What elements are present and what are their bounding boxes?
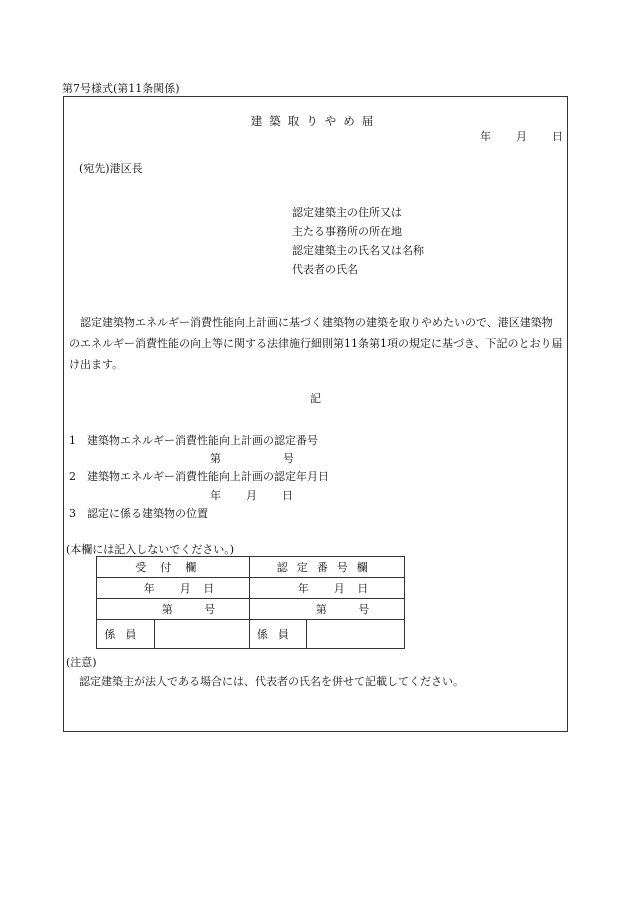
reception-day: 日 [203,582,215,595]
ki-heading: 記 [310,392,321,405]
office-use-note: (本欄には記入しないでください。) [66,543,235,556]
reception-staff-label: 係員 [97,620,155,649]
reception-go: 号 [204,603,216,616]
certification-date-cell [249,578,405,599]
item-1-go: 号 [283,452,294,465]
reception-month: 月 [179,582,191,595]
certification-staff-field [307,620,405,649]
notice-heading: (注意) [66,656,97,669]
reception-staff-field [154,620,249,649]
date-year: 年 [480,130,491,143]
applicant-line: 認定建築主の氏名又は名称 [292,244,424,257]
certification-staff-label: 係員 [249,620,307,649]
form-number-label: 第7号様式(第11条関係) [62,82,180,95]
item-1-label: 1 建築物エネルギー消費性能向上計画の認定番号 [69,434,318,447]
item-2-month: 月 [246,489,257,502]
addressee: (宛先)港区長 [79,162,143,175]
certification-number-header: 認定番号欄 [249,557,405,578]
item-2-year: 年 [210,489,221,502]
applicant-line: 認定建築主の住所又は [292,206,402,219]
body-paragraph: 認定建築物エネルギー消費性能向上計画に基づく建築物の建築を取りやめたいので、港区建築物のエネルギー消費性能の向上等に関する法律施行細則第11条第1項の規定に基づき、下記のとおり届け出ます。 [69,316,563,371]
item-3-label: 3 認定に係る建築物の位置 [69,507,208,520]
reception-dai: 第 [161,603,173,616]
certification-number-cell [249,599,405,620]
applicant-line: 主たる事務所の所在地 [292,225,402,238]
item-1-dai: 第 [210,452,221,465]
certification-dai: 第 [315,603,327,616]
certification-go: 号 [358,603,370,616]
reception-date-cell [97,578,250,599]
date-day: 日 [552,130,563,143]
reception-year: 年 [143,582,155,595]
reception-number-cell [97,599,250,620]
item-2-day: 日 [282,489,293,502]
certification-day: 日 [357,582,369,595]
office-use-table [96,556,405,649]
certification-month: 月 [333,582,345,595]
reception-header: 受付欄 [97,557,250,578]
date-month: 月 [516,130,527,143]
item-2-label: 2 建築物エネルギー消費性能向上計画の認定年月日 [69,470,329,483]
certification-year: 年 [297,582,309,595]
notice-text: 認定建築主が法人である場合には、代表者の氏名を併せて記載してください。 [79,675,464,688]
document-title: 建築取りやめ届 [250,114,381,128]
applicant-line: 代表者の氏名 [292,263,358,276]
